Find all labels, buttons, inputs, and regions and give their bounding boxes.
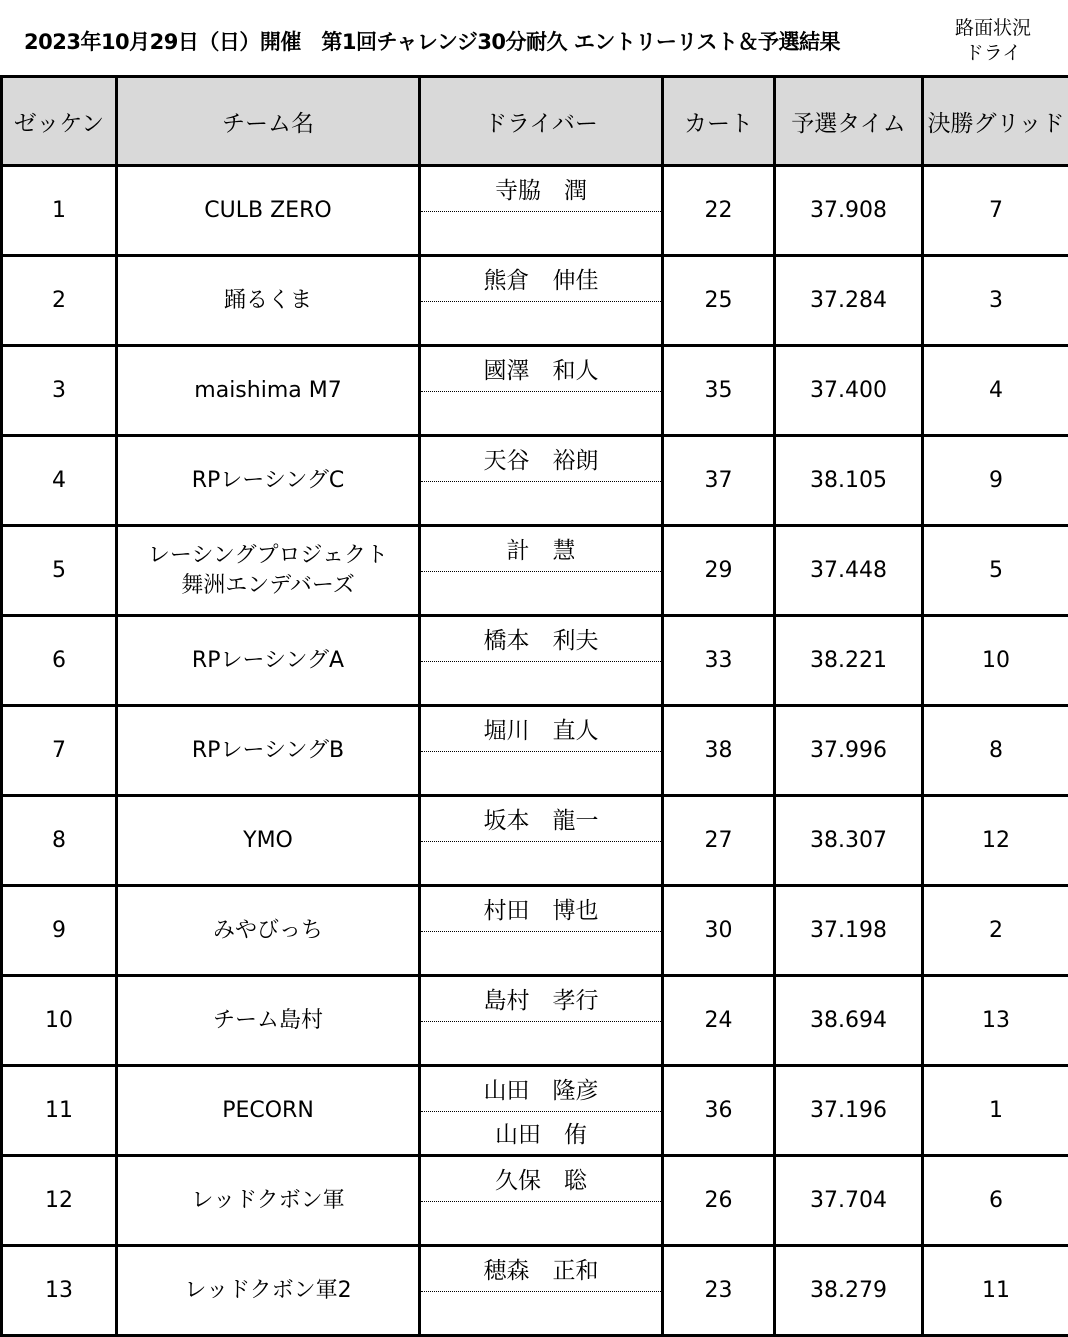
driver-secondary [421,391,661,435]
cell-qualifying-time: 37.400 [775,346,923,436]
cell-qualifying-time: 37.908 [775,166,923,256]
col-header-driver: ドライバー [420,77,663,166]
table-row [2,1156,1068,1246]
cell-kart: 27 [663,796,775,886]
cell-kart: 35 [663,346,775,436]
entry-results-table [0,75,1068,1337]
cell-final-grid: 10 [923,616,1068,706]
driver-secondary: 山田 侑 [495,1121,587,1148]
table-row [2,166,1068,256]
cell-team [117,1066,420,1156]
cell-final-grid: 6 [923,1156,1068,1246]
cell-driver [420,616,663,706]
table-row [2,796,1068,886]
road-condition-label: 路面状況 [954,17,1031,39]
driver-primary: 熊倉 伸佳 [421,257,661,302]
driver-primary: 天谷 裕朗 [421,437,661,482]
cell-driver [420,886,663,976]
cell-team [117,1246,420,1336]
page-title: 2023年10月29日（日）開催 第1回チャレンジ30分耐久 エントリーリスト＆予選結果 [24,30,840,54]
table-row [2,706,1068,796]
team-name-line: RPレーシングB [191,737,345,763]
road-condition [930,16,1056,66]
cell-driver [420,1156,663,1246]
road-condition-value: ドライ [964,42,1022,64]
cell-team [117,796,420,886]
cell-kart: 38 [663,706,775,796]
team-name-line: レッドクボン軍 [191,1187,345,1213]
cell-driver [420,1246,663,1336]
driver-primary: 久保 聡 [421,1157,661,1202]
cell-number: 1 [2,166,117,256]
driver-secondary [421,481,661,525]
driver-secondary [421,661,661,705]
table-row [2,256,1068,346]
cell-number: 7 [2,706,117,796]
table-row [2,346,1068,436]
driver-secondary [421,751,661,795]
driver-primary: 村田 博也 [421,887,661,932]
cell-kart: 26 [663,1156,775,1246]
table-row [2,616,1068,706]
cell-final-grid: 11 [923,1246,1068,1336]
driver-secondary [421,1201,661,1245]
cell-final-grid: 3 [923,256,1068,346]
cell-number: 3 [2,346,117,436]
cell-driver [420,526,663,616]
driver-primary: 島村 孝行 [421,977,661,1022]
team-name-line: 踊るくま [223,287,312,313]
cell-kart: 23 [663,1246,775,1336]
cell-qualifying-time: 38.105 [775,436,923,526]
table-row [2,976,1068,1066]
team-name-line: みやびっち [212,917,323,943]
cell-team [117,436,420,526]
cell-final-grid: 7 [923,166,1068,256]
cell-driver [420,706,663,796]
driver-secondary [421,931,661,975]
cell-qualifying-time: 38.307 [775,796,923,886]
driver-primary: 穂森 正和 [421,1247,661,1292]
cell-number: 8 [2,796,117,886]
cell-kart: 37 [663,436,775,526]
cell-kart: 24 [663,976,775,1066]
cell-final-grid: 5 [923,526,1068,616]
col-header-qualifying-time: 予選タイム [775,77,923,166]
team-name-line: RPレーシングA [191,647,345,673]
cell-kart: 29 [663,526,775,616]
table-row [2,886,1068,976]
cell-driver [420,166,663,256]
cell-qualifying-time: 38.279 [775,1246,923,1336]
cell-driver [420,796,663,886]
cell-driver [420,1066,663,1156]
driver-secondary [421,301,661,345]
cell-kart: 22 [663,166,775,256]
cell-qualifying-time: 37.996 [775,706,923,796]
cell-kart: 36 [663,1066,775,1156]
cell-final-grid: 2 [923,886,1068,976]
cell-final-grid: 4 [923,346,1068,436]
team-name-line: レッドクボン軍2 [184,1277,352,1303]
driver-primary: 國澤 和人 [421,347,661,392]
cell-driver [420,976,663,1066]
cell-qualifying-time: 38.221 [775,616,923,706]
cell-driver [420,436,663,526]
driver-secondary [421,571,661,615]
cell-number: 12 [2,1156,117,1246]
cell-number: 13 [2,1246,117,1336]
driver-primary: 橋本 利夫 [421,617,661,662]
team-name-line: CULB ZERO [204,197,332,223]
cell-qualifying-time: 37.198 [775,886,923,976]
driver-primary: 堀川 直人 [421,707,661,752]
cell-team [117,706,420,796]
team-name-line: チーム島村 [212,1007,323,1033]
cell-team [117,526,420,616]
col-header-kart: カート [663,77,775,166]
driver-secondary [421,211,661,255]
team-name-line: maishima M7 [194,377,342,403]
driver-secondary [421,1291,661,1335]
team-name-line: 舞洲エンデバーズ [181,572,355,598]
driver-primary: 計 慧 [421,527,661,572]
cell-qualifying-time: 37.196 [775,1066,923,1156]
team-name-line: PECORN [222,1097,314,1123]
team-name-line: YMO [243,827,293,853]
team-name-line: レーシングプロジェクト [147,542,389,568]
team-name-line: RPレーシングC [191,467,345,493]
driver-secondary [421,1021,661,1065]
cell-qualifying-time: 38.694 [775,976,923,1066]
cell-final-grid: 9 [923,436,1068,526]
cell-team [117,1156,420,1246]
cell-team [117,166,420,256]
cell-final-grid: 8 [923,706,1068,796]
table-row [2,526,1068,616]
cell-team [117,346,420,436]
cell-number: 2 [2,256,117,346]
cell-number: 5 [2,526,117,616]
cell-team [117,976,420,1066]
driver-primary: 寺脇 潤 [421,167,661,212]
cell-number: 11 [2,1066,117,1156]
cell-number: 10 [2,976,117,1066]
cell-qualifying-time: 37.448 [775,526,923,616]
cell-qualifying-time: 37.704 [775,1156,923,1246]
driver-primary: 山田 隆彦 [421,1067,661,1112]
table-row [2,1246,1068,1336]
cell-final-grid: 12 [923,796,1068,886]
cell-driver [420,346,663,436]
cell-kart: 33 [663,616,775,706]
col-header-final-grid: 決勝グリッド [923,77,1068,166]
cell-number: 6 [2,616,117,706]
cell-final-grid: 13 [923,976,1068,1066]
table-header-row [2,77,1068,166]
cell-final-grid: 1 [923,1066,1068,1156]
cell-number: 9 [2,886,117,976]
driver-secondary [421,841,661,885]
cell-kart: 25 [663,256,775,346]
table-row [2,1066,1068,1156]
cell-kart: 30 [663,886,775,976]
cell-driver [420,256,663,346]
col-header-team: チーム名 [117,77,420,166]
driver-primary: 坂本 龍一 [421,797,661,842]
cell-team [117,256,420,346]
cell-number: 4 [2,436,117,526]
cell-team [117,886,420,976]
cell-qualifying-time: 37.284 [775,256,923,346]
cell-team [117,616,420,706]
col-header-number: ゼッケン [2,77,117,166]
table-row [2,436,1068,526]
